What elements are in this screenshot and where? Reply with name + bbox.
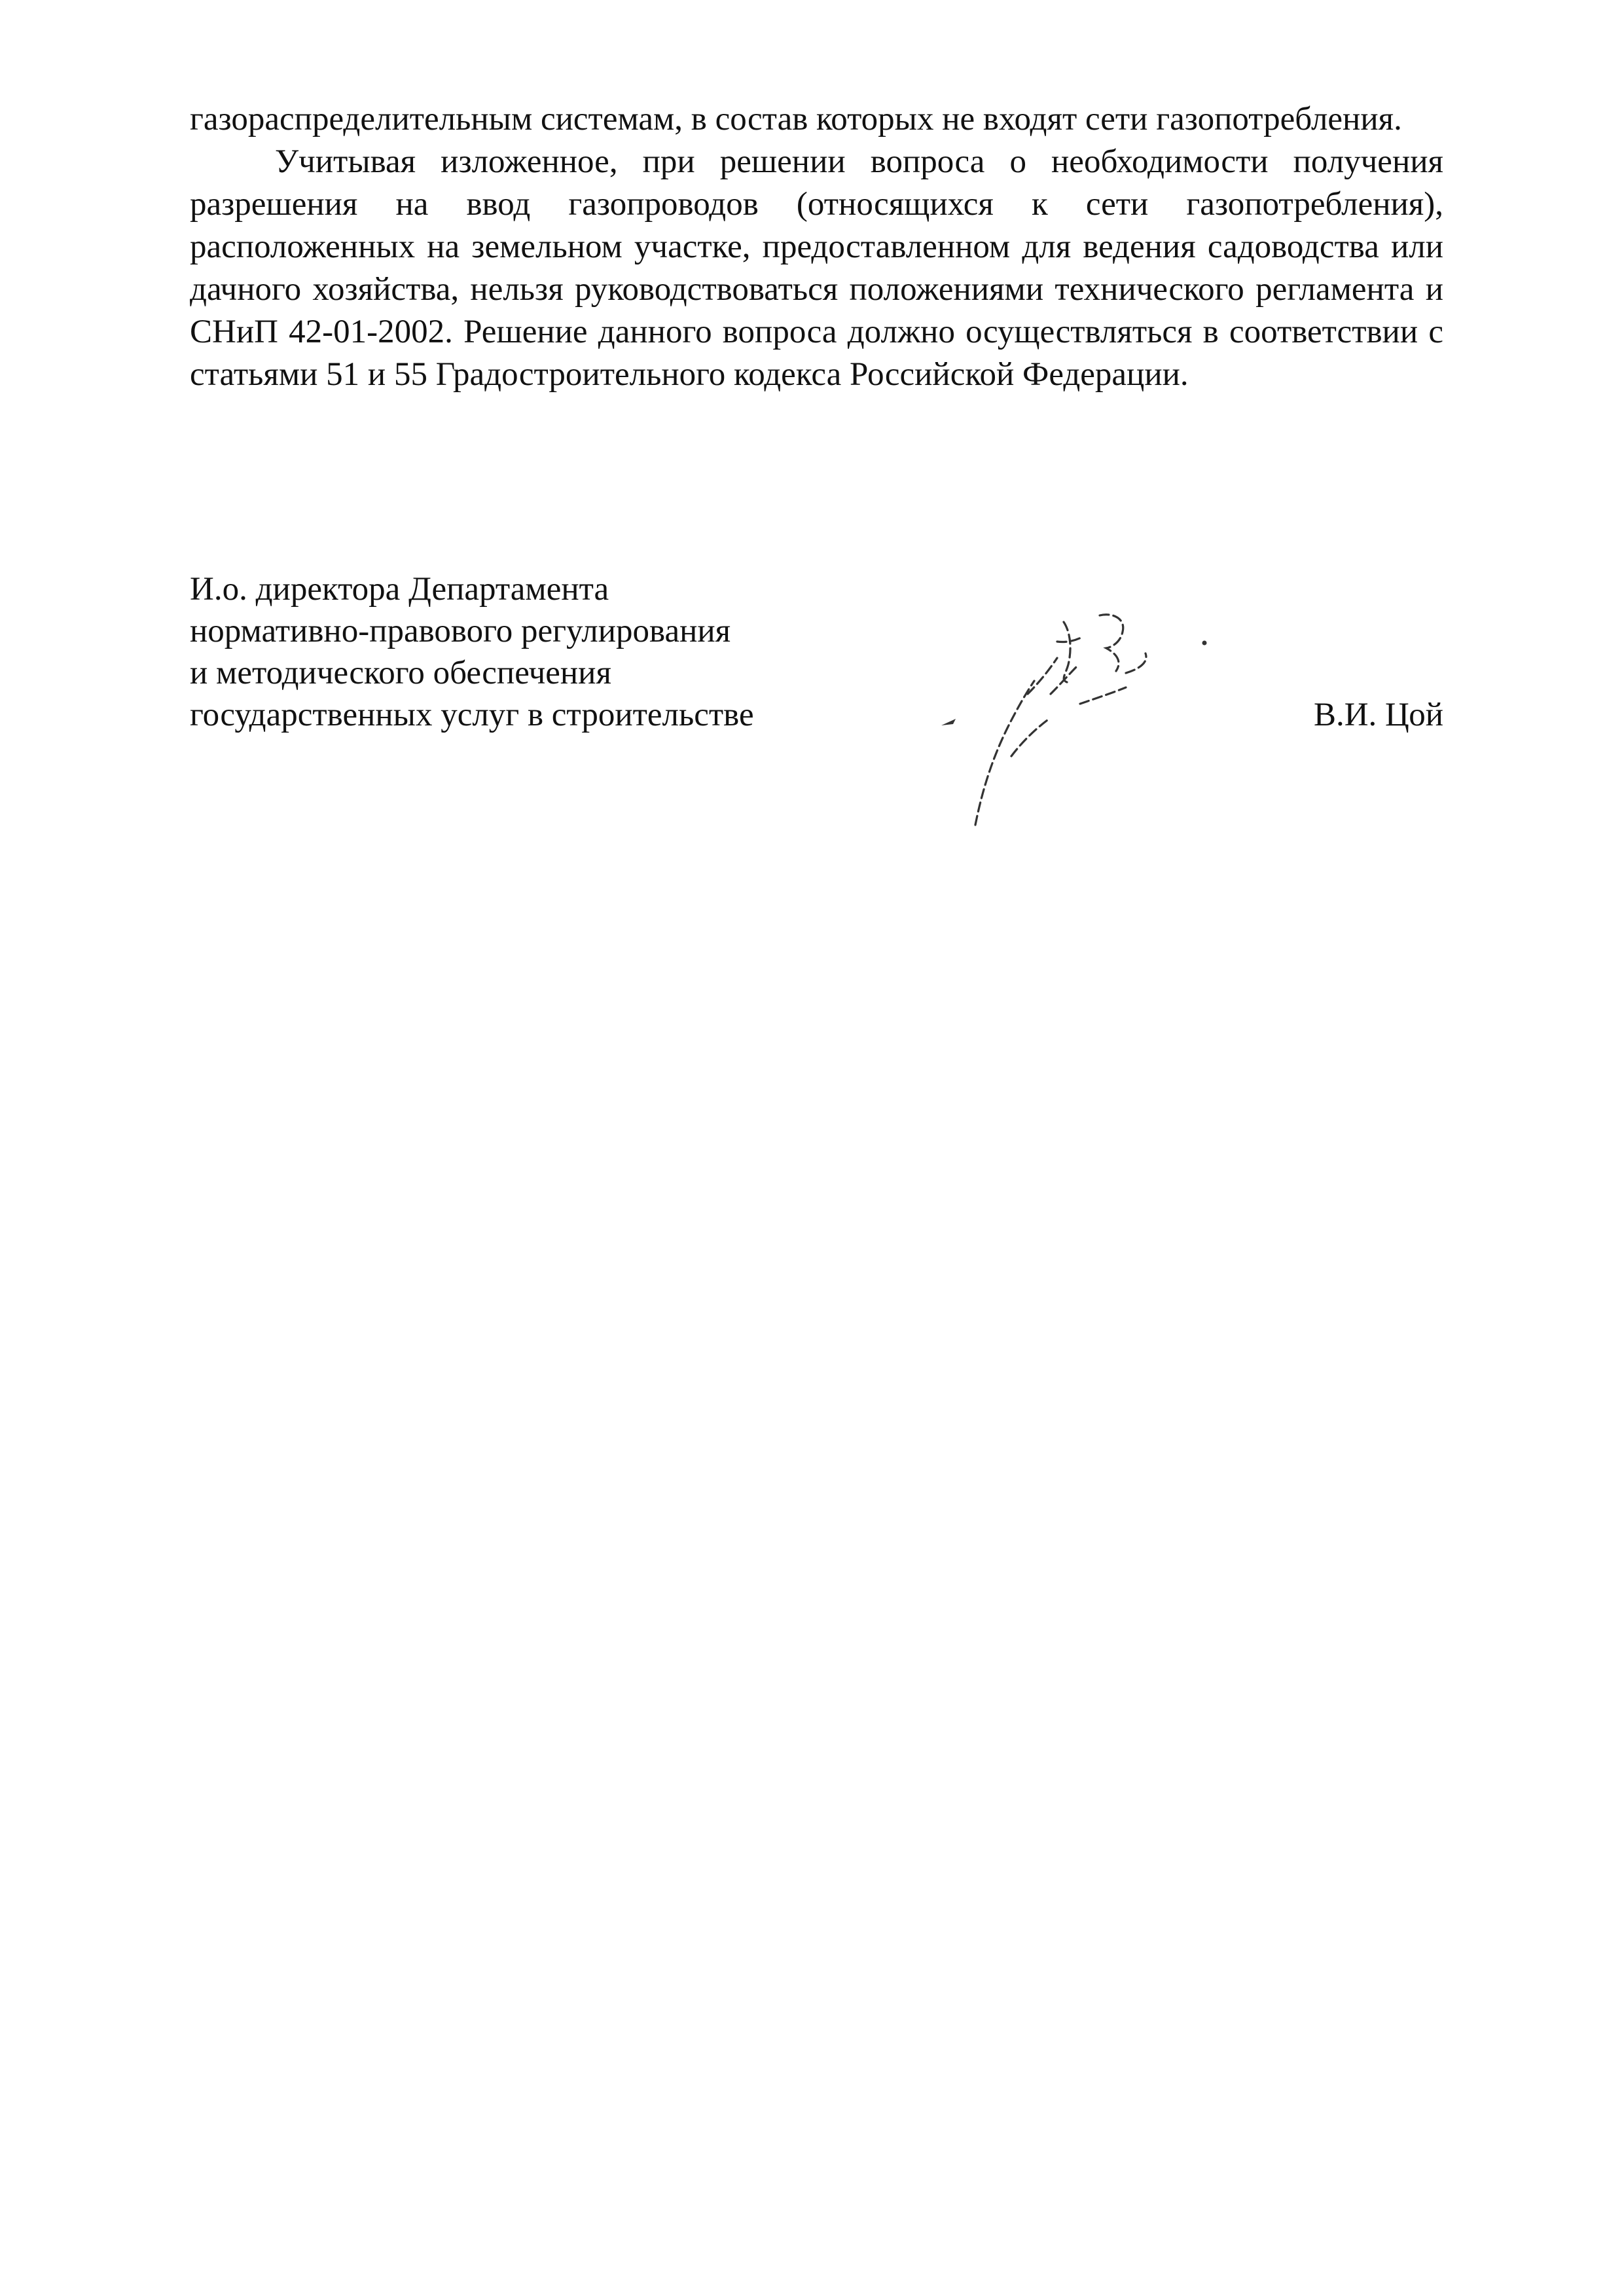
paragraph-conclusion: Учитывая изложенное, при решении вопроса о необходимости получения разрешения на ввод газопроводов (относящихся к сети газопотребления), расположенных на земельном участке, предоставленном для ведения садоводства или дачного хозяйства, нельзя руководствоваться положениями технического регламента и СНиП 42-01-2002. Решение данного вопроса должно осуществляться в соответствии с статьями 51 и 55 Градостроительного кодекса Российской Федерации.	[190, 143, 1443, 393]
signatory-position-line-2: нормативно-правового регулирования	[190, 613, 731, 649]
signatory-position-line-4: государственных услуг в строительстве	[190, 697, 754, 733]
paragraph-continuation: газораспределительным системам, в состав которых не входят сети газопотребления.	[190, 101, 1402, 137]
letter-body	[190, 98, 1443, 396]
signatory-position-line-1: И.о. директора Департамента	[190, 571, 609, 608]
signature-block	[190, 568, 1443, 804]
signatory-position-line-3: и методического обеспечения	[190, 655, 611, 691]
signatory-name: В.И. Цой	[1313, 697, 1443, 733]
handwritten-signature	[929, 596, 1244, 838]
